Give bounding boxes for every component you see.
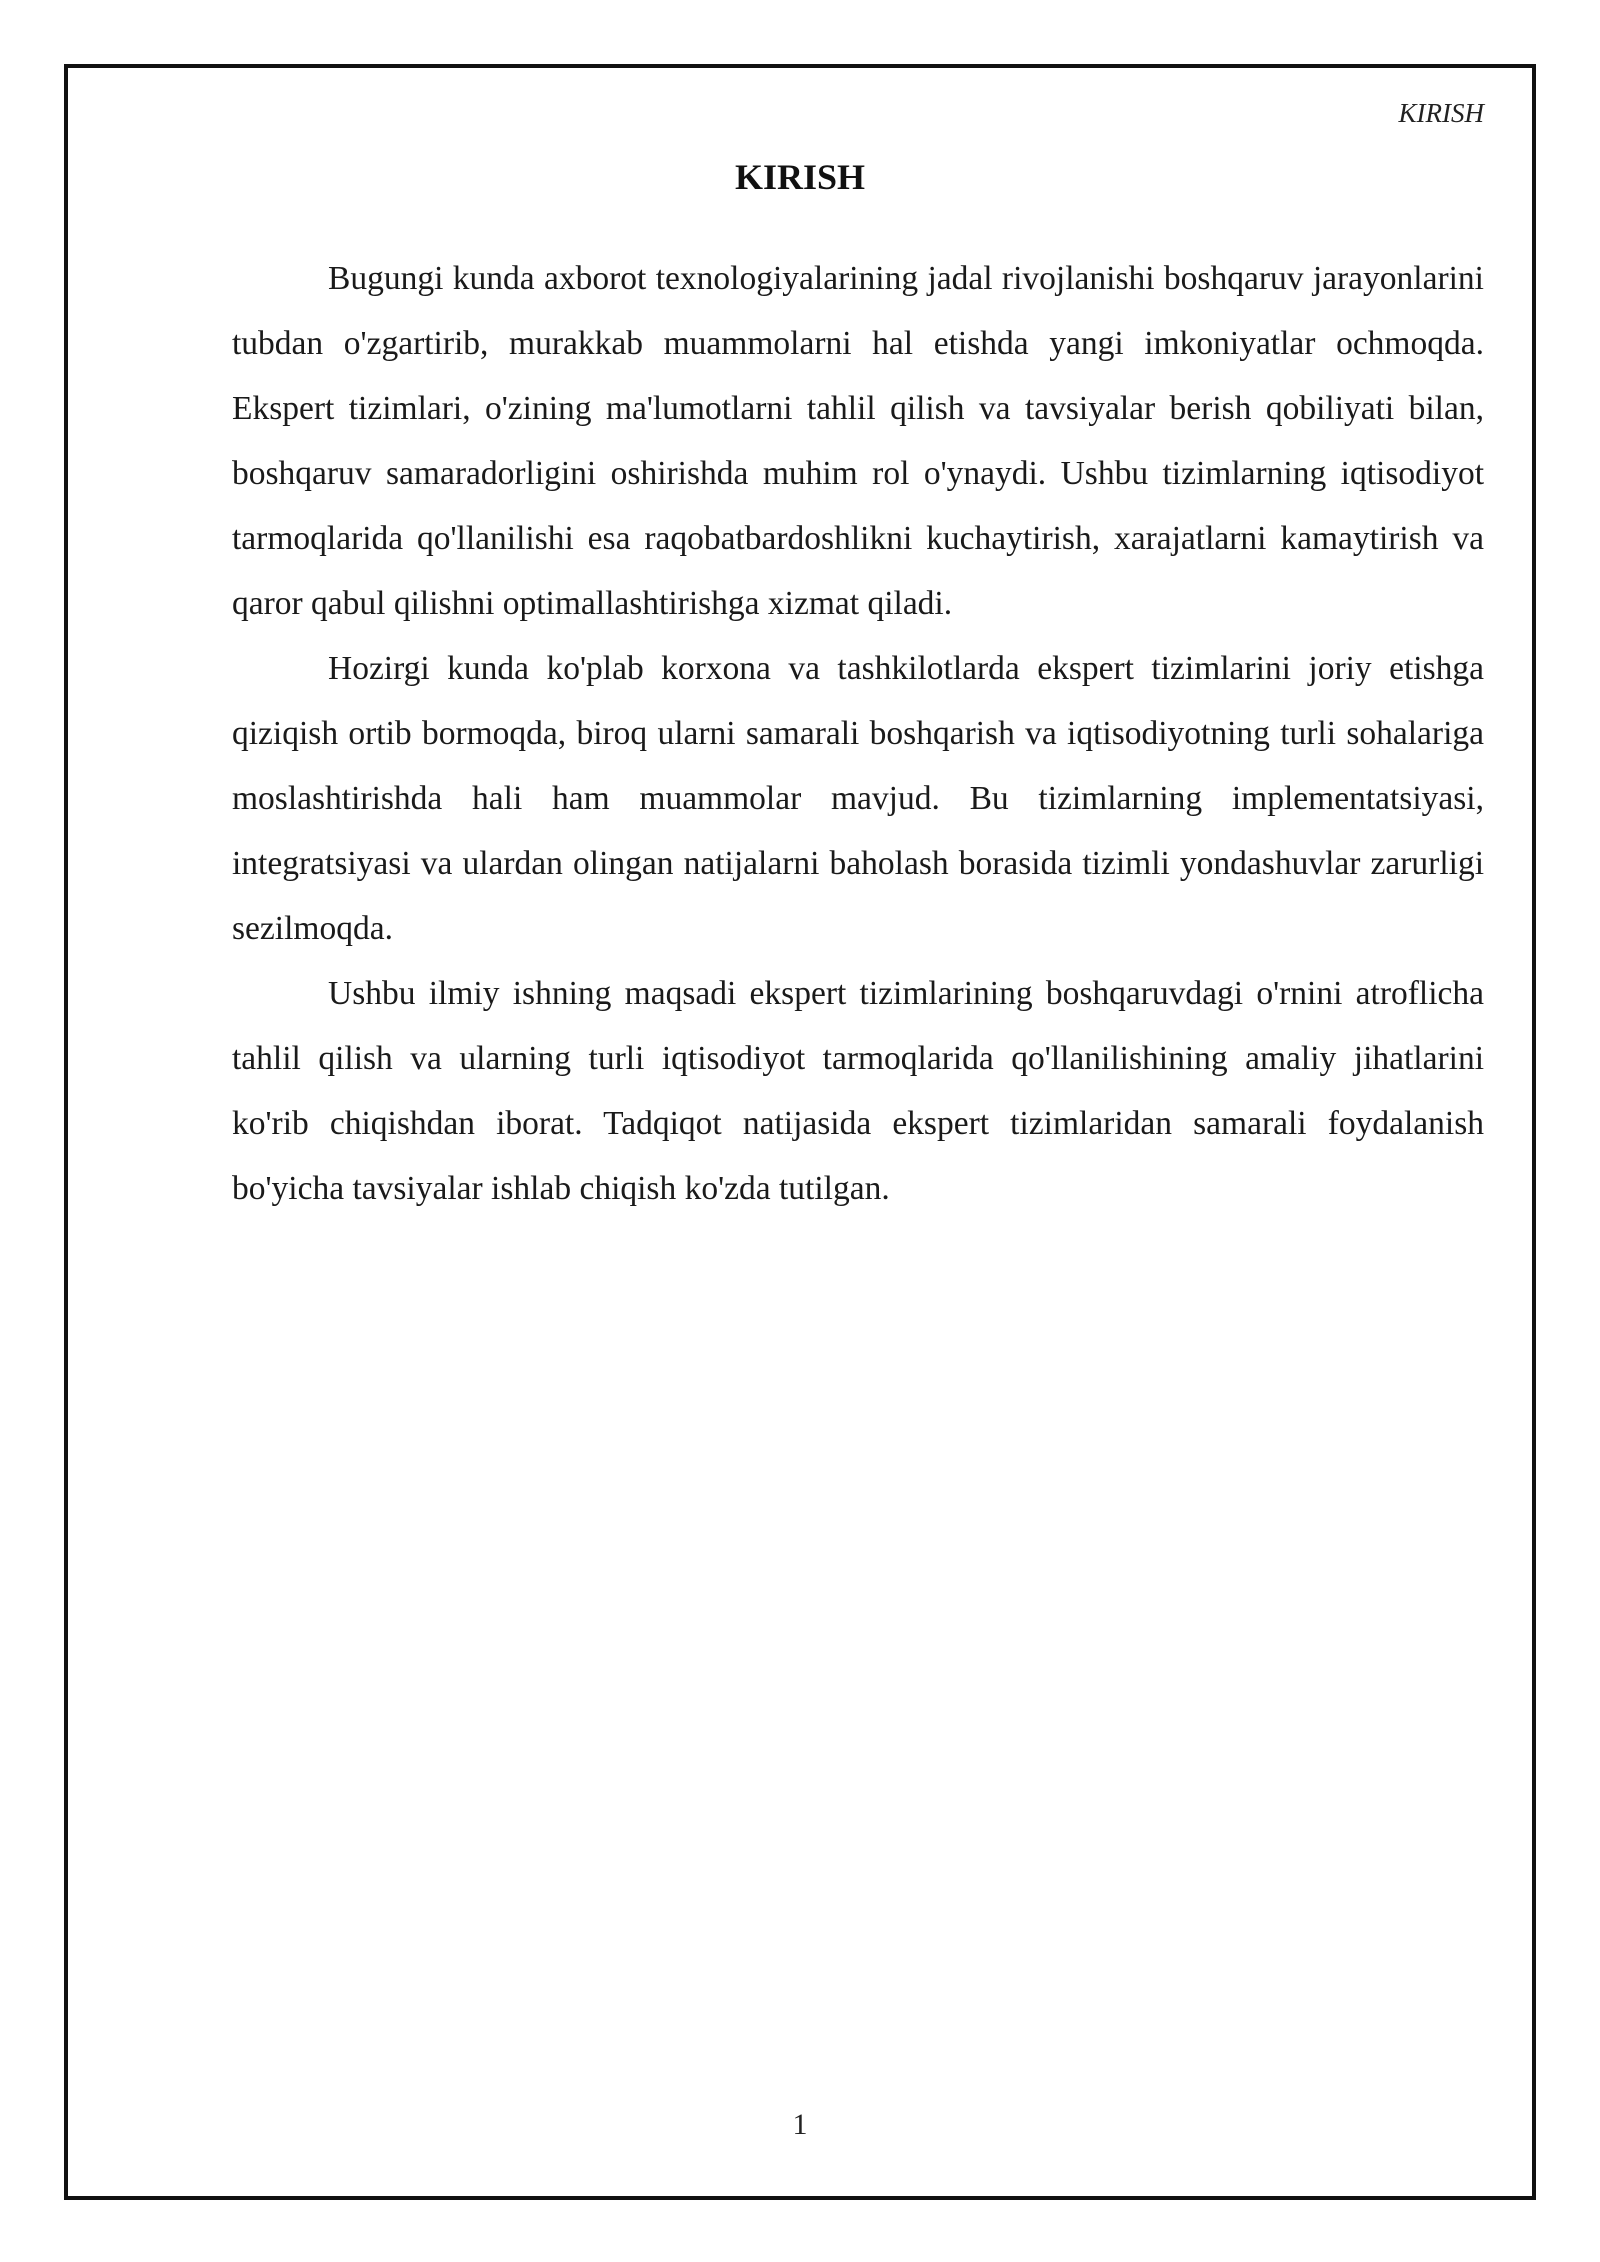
paragraph: Ushbu ilmiy ishning maqsadi ekspert tizimlarining boshqaruvdagi o'rnini atroflicha tahlil qilish va ularning turli iqtisodiyot tarmoqlarida qo'llanilishining amaliy jihatlarini ko'rib chiqishdan iborat. Tadqiqot natijasida ekspert tizimlaridan samarali foydalanish bo'yicha tavsiyalar ishlab chiqish ko'zda tutilgan. (232, 975, 1484, 1207)
paragraph: Hozirgi kunda ko'plab korxona va tashkilotlarda ekspert tizimlarini joriy etishga qiziqish ortib bormoqda, biroq ularni samarali boshqarish va iqtisodiyotning turli sohalariga moslashtirishda hali ham muammolar mavjud. Bu tizimlarning implementatsiyasi, integratsiyasi va ulardan olingan natijalarni baholash borasida tizimli yondashuvlar zarurligi sezilmoqda. (232, 650, 1484, 947)
body-text (232, 246, 1484, 1221)
page-frame (64, 64, 1536, 2200)
paragraph: Bugungi kunda axborot texnologiyalarining jadal rivojlanishi boshqaruv jarayonlarini tubdan o'zgartirib, murakkab muammolarni hal etishda yangi imkoniyatlar ochmoqda. Ekspert tizimlari, o'zining ma'lumotlarni tahlil qilish va tavsiyalar berish qobiliyati bilan, boshqaruv samaradorligini oshirishda muhim rol o'ynaydi. Ushbu tizimlarning iqtisodiyot tarmoqlarida qo'llanilishi esa raqobatbardoshlikni kuchaytirish, xarajatlarni kamaytirish va qaror qabul qilishni optimallashtirishga xizmat qiladi. (232, 260, 1484, 622)
page-number: 1 (792, 2108, 808, 2141)
page-title: KIRISH (734, 157, 866, 197)
running-header: KIRISH (1398, 98, 1484, 128)
